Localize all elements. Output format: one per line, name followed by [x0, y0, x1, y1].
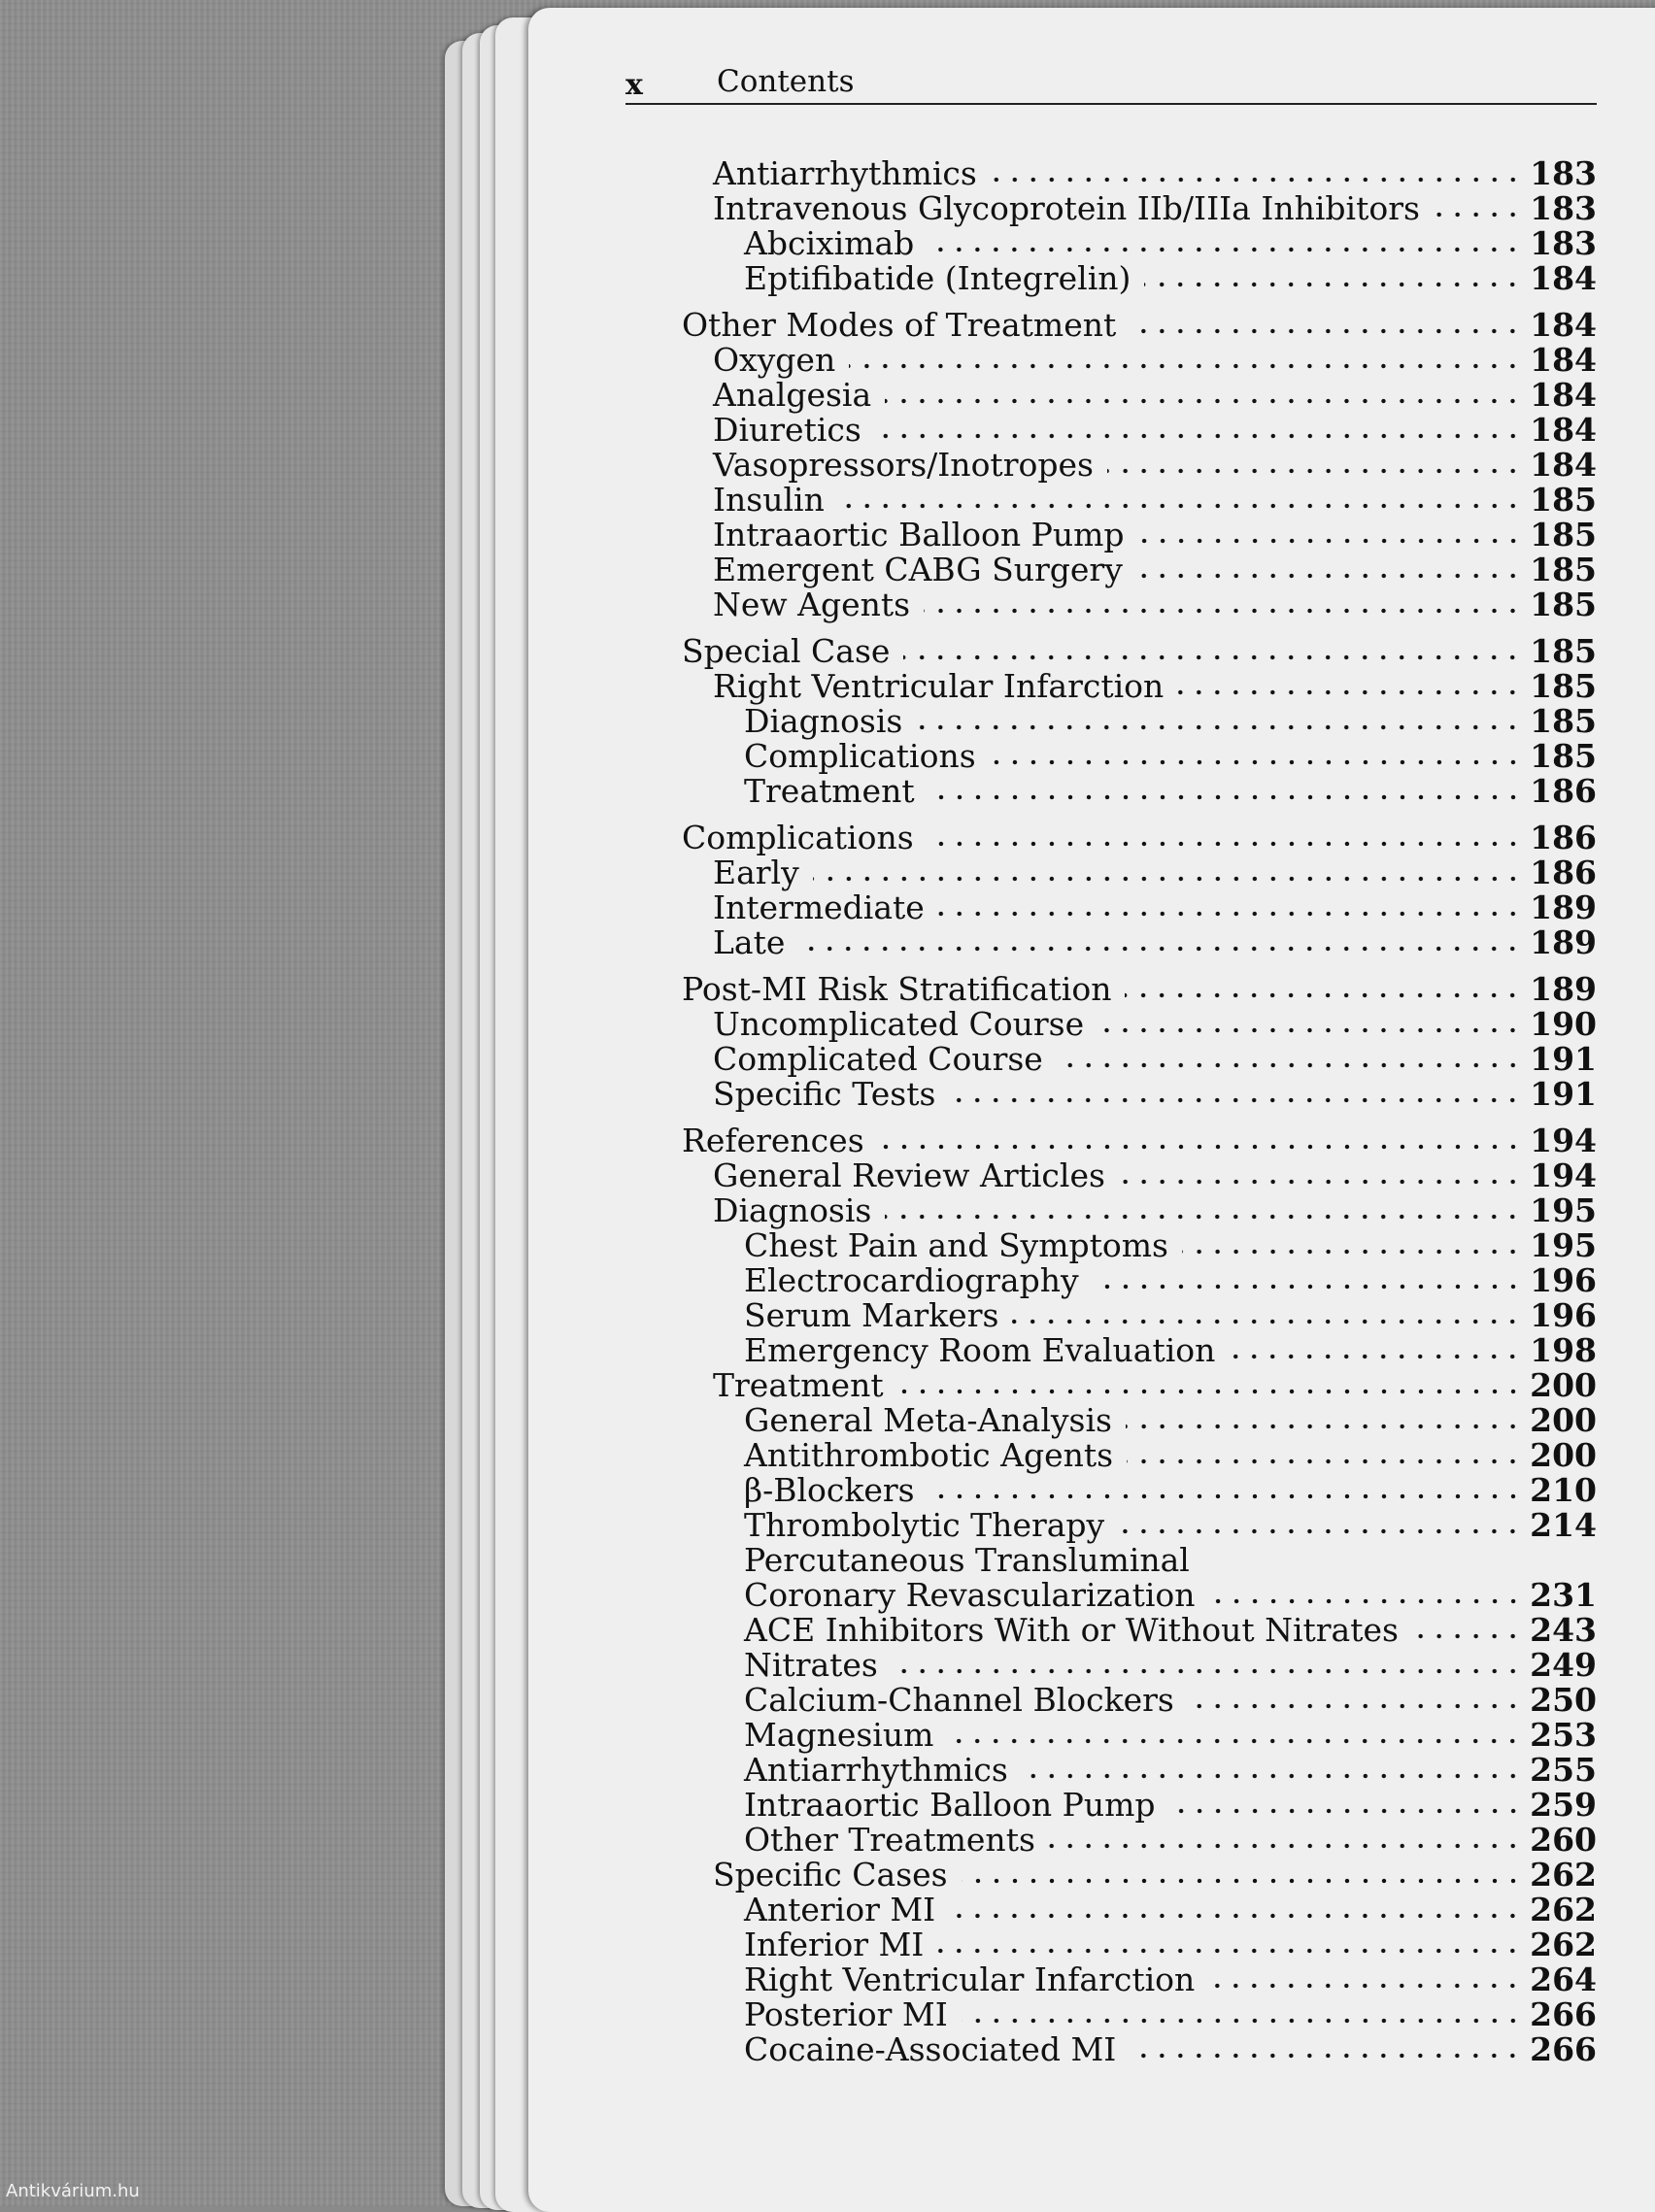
toc-entry-title: Specific Cases	[713, 1856, 948, 1894]
toc-entry	[713, 924, 1597, 961]
toc-entry-page: 183	[1530, 224, 1597, 262]
toc-entry	[744, 1262, 1597, 1299]
dot-leader	[1136, 572, 1522, 580]
toc-entry-title: Coronary Revascularization	[744, 1576, 1196, 1614]
toc-entry-title: Vasopressors/Inotropes	[713, 446, 1094, 484]
dot-leader	[1098, 1026, 1522, 1034]
toc-entry	[682, 820, 1597, 856]
toc-entry-page: 231	[1530, 1576, 1597, 1614]
dot-leader	[929, 793, 1523, 801]
toc-entry	[713, 1076, 1597, 1113]
toc-entry-page: 190	[1530, 1005, 1597, 1043]
toc-entry-page: 185	[1530, 702, 1597, 740]
dot-leader	[885, 1213, 1522, 1221]
toc-entry-title: Right Ventricular Infarction	[713, 667, 1165, 705]
dot-leader	[1125, 991, 1522, 999]
dot-leader	[1229, 1353, 1522, 1360]
toc-entry-title: Emergent CABG Surgery	[713, 551, 1123, 588]
toc-entry-title: Posterior MI	[744, 1995, 948, 2033]
toc-entry-title: General Review Articles	[713, 1156, 1105, 1194]
dot-leader	[885, 397, 1522, 405]
toc-entry	[744, 1752, 1597, 1789]
toc-entry	[744, 1437, 1597, 1474]
toc-entry-page: 259	[1530, 1786, 1597, 1824]
toc-entry-title: Treatment	[744, 772, 915, 810]
toc-entry-page: 194	[1530, 1122, 1597, 1159]
toc-entry	[744, 1402, 1597, 1439]
toc-entry-page: 185	[1530, 481, 1597, 519]
toc-entry-page: 249	[1530, 1646, 1597, 1684]
toc-entry-page: 184	[1530, 446, 1597, 484]
dot-leader	[892, 1667, 1522, 1675]
toc-entry-page: 266	[1530, 1995, 1597, 2033]
toc-entry	[713, 587, 1597, 623]
toc-entry-title: Cocaine-Associated MI	[744, 2030, 1117, 2068]
toc-entry-page: 185	[1530, 551, 1597, 588]
toc-entry	[713, 190, 1597, 227]
toc-entry-page: 196	[1530, 1296, 1597, 1334]
toc-entry-title: Complications	[744, 737, 976, 775]
toc-entry-page: 266	[1530, 2030, 1597, 2068]
toc-entry	[744, 1507, 1597, 1544]
toc-entry	[713, 155, 1597, 192]
toc-entry	[713, 855, 1597, 891]
dot-leader	[1209, 1597, 1523, 1605]
running-title: Contents	[717, 64, 855, 99]
dot-leader	[1169, 1807, 1523, 1815]
toc-entry-title: Complicated Course	[713, 1040, 1043, 1078]
toc-entry-page: 185	[1530, 586, 1597, 623]
dot-leader	[813, 875, 1522, 883]
toc-entry-page: 185	[1530, 737, 1597, 775]
toc-entry-page: 196	[1530, 1261, 1597, 1299]
toc-entry-title: Other Modes of Treatment	[682, 306, 1117, 344]
toc-entry-page: 200	[1530, 1401, 1597, 1439]
toc-entry-title: Anterior MI	[744, 1891, 936, 1928]
dot-leader	[849, 362, 1522, 370]
toc-entry-title: Nitrates	[744, 1646, 878, 1684]
toc-entry	[744, 225, 1597, 262]
toc-entry	[744, 1472, 1597, 1509]
toc-entry-title: Intravenous Glycoprotein IIb/IIIa Inhibitors	[713, 189, 1420, 227]
dot-leader	[1144, 281, 1522, 288]
toc-entry-title: Intraaortic Balloon Pump	[713, 516, 1125, 553]
toc-entry	[744, 1787, 1597, 1824]
toc-entry	[713, 1367, 1597, 1404]
toc-entry	[682, 633, 1597, 670]
toc-entry-title: Special Case	[682, 632, 891, 670]
toc-entry-page: 184	[1530, 411, 1597, 449]
toc-entry	[713, 1857, 1597, 1894]
toc-entry-page: 243	[1530, 1611, 1597, 1649]
toc-entry	[744, 1717, 1597, 1754]
toc-entry-title: General Meta-Analysis	[744, 1401, 1112, 1439]
toc-entry-page: 185	[1530, 632, 1597, 670]
dot-leader	[838, 502, 1522, 510]
toc-entry-page: 184	[1530, 341, 1597, 379]
dot-leader	[1412, 1632, 1522, 1640]
toc-entry-page: 262	[1530, 1891, 1597, 1928]
toc-entry	[744, 1961, 1597, 1998]
toc-entry-page: 214	[1530, 1506, 1597, 1544]
dot-leader	[928, 840, 1522, 848]
toc-entry	[713, 552, 1597, 588]
toc-entry	[744, 2031, 1597, 2068]
toc-entry-page: 264	[1530, 1961, 1597, 1998]
toc-entry-page: 189	[1530, 970, 1597, 1008]
toc-entry-title: Emergency Room Evaluation	[744, 1331, 1216, 1369]
dot-leader	[1127, 1458, 1522, 1465]
dot-leader	[875, 432, 1522, 440]
toc-entry-title: Other Treatments	[744, 1821, 1035, 1859]
toc-entry-title: β-Blockers	[744, 1471, 915, 1509]
toc-entry	[744, 1577, 1597, 1614]
toc-entry-title: Electrocardiography	[744, 1261, 1079, 1299]
dot-leader	[1118, 1527, 1522, 1535]
toc-entry	[744, 1542, 1597, 1579]
toc-entry-title: Diuretics	[713, 411, 861, 449]
toc-entry-page: 255	[1530, 1751, 1597, 1789]
toc-entry	[713, 377, 1597, 414]
toc-entry-title: Analgesia	[713, 376, 872, 414]
dot-leader	[929, 1492, 1522, 1500]
toc-entry	[744, 1927, 1597, 1963]
toc-entry-title: Intraaortic Balloon Pump	[744, 1786, 1156, 1824]
toc-entry-page: 184	[1530, 306, 1597, 344]
toc-entry	[713, 1041, 1597, 1078]
toc-entry-page: 253	[1530, 1716, 1597, 1754]
dot-leader	[903, 654, 1522, 661]
toc-entry-title: Uncomplicated Course	[713, 1005, 1085, 1043]
toc-entry	[713, 1157, 1597, 1194]
toc-entry-page: 194	[1530, 1156, 1597, 1194]
toc-entry-title: Antiarrhythmics	[744, 1751, 1008, 1789]
toc-entry-page: 183	[1530, 189, 1597, 227]
toc-entry-title: Percutaneous Transluminal	[744, 1541, 1190, 1579]
dot-leader	[924, 607, 1522, 615]
dot-leader	[1177, 688, 1522, 696]
toc-entry-title: Calcium-Channel Blockers	[744, 1681, 1174, 1719]
dot-leader	[897, 1388, 1523, 1395]
toc-entry-page: 189	[1530, 923, 1597, 961]
toc-entry	[713, 668, 1597, 705]
toc-entry	[744, 1822, 1597, 1859]
toc-entry-page: 210	[1530, 1471, 1597, 1509]
dot-leader	[878, 1143, 1522, 1151]
toc-entry-title: Chest Pain and Symptoms	[744, 1226, 1168, 1264]
toc-entry-page: 185	[1530, 516, 1597, 553]
toc-entry-title: Diagnosis	[744, 702, 903, 740]
toc-entry	[744, 703, 1597, 740]
dot-leader	[1130, 327, 1522, 335]
toc-entry	[713, 517, 1597, 553]
dot-leader	[949, 1912, 1522, 1920]
toc-entry	[713, 1006, 1597, 1043]
toc-entry-page: 195	[1530, 1191, 1597, 1229]
toc-entry	[744, 1332, 1597, 1369]
toc-entry	[682, 1123, 1597, 1159]
toc-entry	[744, 1297, 1597, 1334]
dot-leader	[938, 910, 1522, 918]
toc-entry-page: 262	[1530, 1856, 1597, 1894]
toc-entry-title: Oxygen	[713, 341, 836, 379]
toc-entry-title: Thrombolytic Therapy	[744, 1506, 1105, 1544]
dot-leader	[916, 723, 1522, 731]
toc-entry-page: 184	[1530, 376, 1597, 414]
toc-entry	[744, 1647, 1597, 1684]
toc-entry	[713, 447, 1597, 484]
toc-entry	[682, 307, 1597, 344]
toc-entry-page: 191	[1530, 1040, 1597, 1078]
toc-entry	[744, 1227, 1597, 1264]
dot-leader	[1182, 1248, 1522, 1256]
dot-leader	[1126, 1423, 1522, 1430]
dot-leader	[928, 246, 1522, 253]
toc-entry-page: 186	[1530, 819, 1597, 856]
dot-leader	[947, 1737, 1522, 1745]
toc-entry-title: Late	[713, 923, 786, 961]
toc-entry-title: Inferior MI	[744, 1926, 925, 1963]
toc-entry-page: 200	[1530, 1436, 1597, 1474]
dot-leader	[798, 945, 1522, 953]
toc-entry	[744, 260, 1597, 297]
dot-leader	[937, 1947, 1522, 1955]
toc-entry-title: Abciximab	[744, 224, 915, 262]
toc-entry-page: 191	[1530, 1075, 1597, 1113]
toc-entry-title: ACE Inhibitors With or Without Nitrates	[744, 1611, 1399, 1649]
toc-entry	[744, 1682, 1597, 1719]
toc-entry	[682, 971, 1597, 1008]
toc-entry-title: References	[682, 1122, 864, 1159]
page-number: x	[625, 68, 643, 102]
toc-entry-page: 186	[1530, 772, 1597, 810]
toc-entry-page: 262	[1530, 1926, 1597, 1963]
toc-entry-page: 260	[1530, 1821, 1597, 1859]
toc-entry	[713, 412, 1597, 449]
toc-entry	[713, 889, 1597, 926]
toc-entry-title: Treatment	[713, 1366, 884, 1404]
toc-entry-title: Eptifibatide (Integrelin)	[744, 259, 1131, 297]
dot-leader	[1434, 211, 1522, 218]
dot-leader	[1022, 1772, 1522, 1780]
dot-leader	[949, 1096, 1522, 1104]
dot-leader	[1107, 467, 1522, 475]
toc-entry	[744, 773, 1597, 810]
toc-entry-page: 183	[1530, 154, 1597, 192]
toc-entry-title: Antithrombotic Agents	[744, 1436, 1114, 1474]
toc-entry-title: Right Ventricular Infarction	[744, 1961, 1196, 1998]
toc-entry	[744, 1612, 1597, 1649]
toc-entry	[744, 738, 1597, 775]
dot-leader	[962, 2017, 1522, 2025]
toc-entry-title: Serum Markers	[744, 1296, 999, 1334]
toc-entry-title: Antiarrhythmics	[713, 154, 977, 192]
dot-leader	[1188, 1702, 1522, 1710]
toc-entry-page: 186	[1530, 854, 1597, 891]
toc-entry-title: New Agents	[713, 586, 911, 623]
watermark: Antikvárium.hu	[6, 2181, 140, 2201]
dot-leader	[991, 176, 1522, 184]
toc-entry	[713, 1192, 1597, 1229]
toc-entry-title: Specific Tests	[713, 1075, 936, 1113]
toc-entry	[744, 1892, 1597, 1928]
toc-entry-page: 189	[1530, 888, 1597, 926]
dot-leader	[1093, 1283, 1522, 1290]
toc-entry-title: Diagnosis	[713, 1191, 872, 1229]
toc-entry-page: 200	[1530, 1366, 1597, 1404]
dot-leader	[1208, 1982, 1522, 1990]
toc-entry	[713, 482, 1597, 519]
toc-entry	[744, 1996, 1597, 2033]
toc-entry-page: 198	[1530, 1331, 1597, 1369]
toc-entry	[713, 342, 1597, 379]
toc-entry-title: Early	[713, 854, 799, 891]
toc-entry-title: Intermediate	[713, 888, 925, 926]
toc-entry-title: Insulin	[713, 481, 825, 519]
dot-leader	[962, 1877, 1523, 1885]
dot-leader	[1049, 1842, 1522, 1850]
toc-entry-title: Post-MI Risk Stratification	[682, 970, 1112, 1008]
dot-leader	[1057, 1061, 1522, 1069]
dot-leader	[1012, 1318, 1522, 1325]
dot-leader	[990, 758, 1522, 766]
toc-entry-title: Complications	[682, 819, 914, 856]
dot-leader	[1119, 1178, 1522, 1186]
toc-entry-page: 184	[1530, 259, 1597, 297]
toc-entry-page: 185	[1530, 667, 1597, 705]
toc-entry-title: Magnesium	[744, 1716, 934, 1754]
dot-leader	[1138, 537, 1523, 545]
dot-leader	[1130, 2052, 1522, 2060]
toc-entry-page: 195	[1530, 1226, 1597, 1264]
toc-entry-page: 250	[1530, 1681, 1597, 1719]
